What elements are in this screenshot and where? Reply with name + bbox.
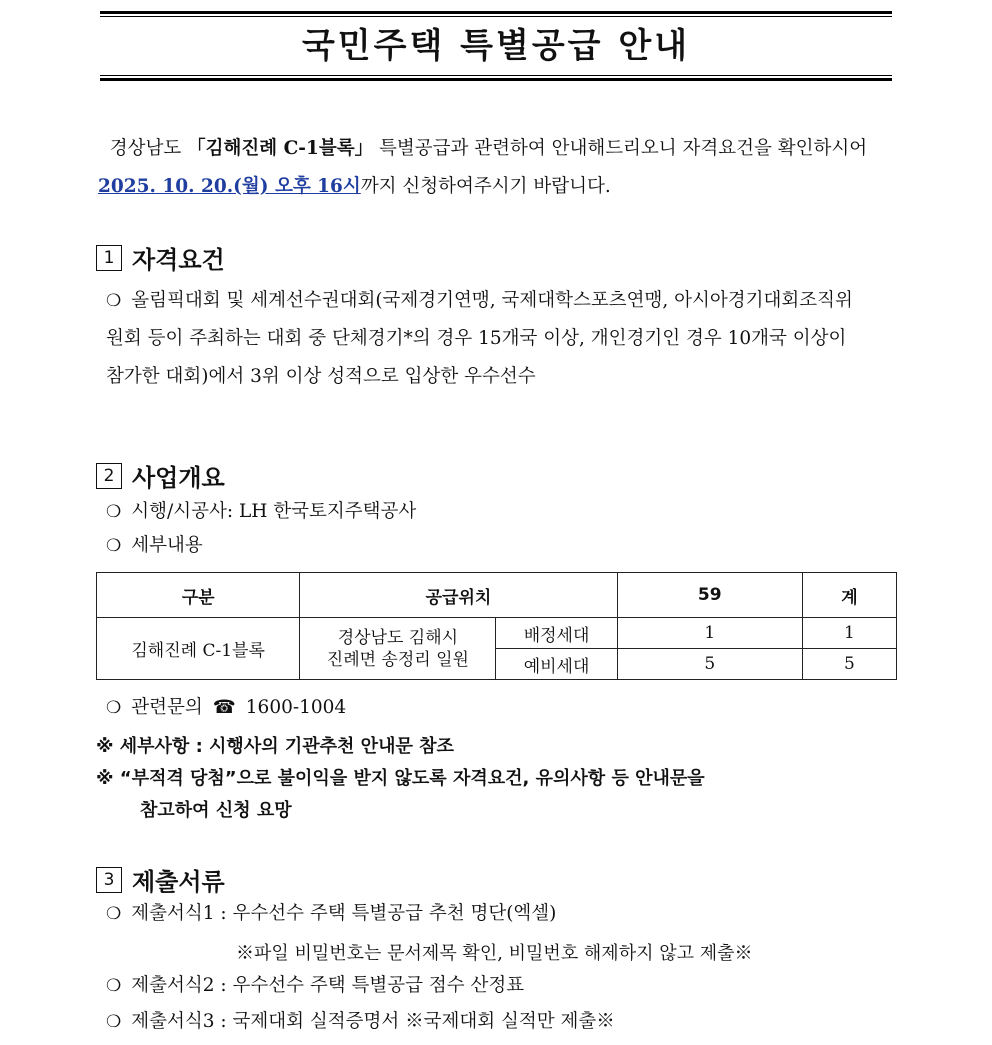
details-item: ❍ 세부내용	[106, 528, 203, 564]
table-cell-project: 김해진례 C-1블록	[97, 618, 300, 680]
table-header: 공급위치	[300, 573, 617, 618]
qualification-text: ❍ 올림픽대회 및 세계선수권대회(국제경기연맹, 국제대학스포츠연맹, 아시아경기대회조직위원회 등이 주최하는 대회 중 단체경기*의 경우 15개국 이상, 개인경기인 경우 10개국 이상이 참가한 대회)에서 3위 이상 성적으로 입상한 우수선수	[106, 290, 853, 387]
table-cell-total: 5	[802, 649, 896, 680]
table-cell-count: 5	[617, 649, 802, 680]
project-name: 「김해진례 C-1블록」	[187, 138, 374, 159]
document-item: ❍ 제출서식3 : 국제대회 실적증명서 ※국제대회 실적만 제출※	[106, 1004, 615, 1040]
table-header: 59	[617, 573, 802, 618]
section-title: 제출서류	[132, 868, 225, 896]
document-item: ❍ 제출서식1 : 우수선수 주택 특별공급 추천 명단(엑셀)	[106, 896, 556, 932]
deadline: 2025. 10. 20.(월) 오후 16시	[98, 176, 361, 197]
supply-table	[96, 572, 897, 680]
section-number-box: 3	[96, 867, 122, 893]
page-title: 국민주택 특별공급 안내	[301, 26, 691, 66]
bullet-circle-icon: ❍	[106, 698, 122, 718]
section-heading-documents	[96, 862, 225, 897]
table-cell-type: 배정세대	[496, 618, 617, 649]
password-note: ※파일 비밀번호는 문서제목 확인, 비밀번호 해제하지 않고 제출※	[236, 943, 753, 964]
builder-item: ❍ 시행/시공사: LH 한국토지주택공사	[106, 494, 416, 530]
section-heading-qualifications	[96, 240, 225, 275]
contact-item: ❍ 관련문의 ☎ 1600-1004	[106, 690, 346, 726]
section-number-box: 1	[96, 245, 122, 271]
table-header-row	[97, 573, 897, 618]
bullet-circle-icon: ❍	[106, 502, 122, 522]
phone-icon: ☎	[212, 697, 236, 718]
table-cell-type: 예비세대	[496, 649, 617, 680]
bullet-circle-icon: ❍	[106, 291, 122, 311]
table-header: 계	[802, 573, 896, 618]
bullet-circle-icon: ❍	[106, 904, 122, 924]
bullet-circle-icon: ❍	[106, 976, 122, 996]
note-details: ※ 세부사항 : 시행사의 기관추천 안내문 참조	[96, 736, 454, 757]
bullet-circle-icon: ❍	[106, 1012, 122, 1032]
document-item: ❍ 제출서식2 : 우수선수 주택 특별공급 점수 산정표	[106, 968, 524, 1004]
section-title: 사업개요	[132, 464, 225, 492]
intro-paragraph: 경상남도 「김해진례 C-1블록」 특별공급과 관련하여 안내해드리오니 자격요건을 확인하시어 2025. 10. 20.(월) 오후 16시까지 신청하여주시기 바랍니다.	[98, 138, 868, 197]
table-cell-total: 1	[802, 618, 896, 649]
section-heading-overview	[96, 458, 225, 493]
bullet-circle-icon: ❍	[106, 536, 122, 556]
title-top-rule-thick	[100, 11, 892, 14]
section-number-box: 2	[96, 463, 122, 489]
table-cell-count: 1	[617, 618, 802, 649]
title-top-rule-thin	[100, 16, 892, 17]
contact-number: 1600-1004	[245, 697, 347, 718]
table-cell-location: 경상남도 김해시 진례면 송정리 일원	[300, 618, 496, 680]
table-header: 구분	[97, 573, 300, 618]
section-title: 자격요건	[132, 246, 225, 274]
table-row	[97, 618, 897, 649]
note-warning: ※ “부적격 당첨”으로 불이익을 받지 않도록 자격요건, 유의사항 등 안내문을 참고하여 신청 요망	[96, 768, 705, 821]
title-bottom-rule-thick	[100, 78, 892, 81]
title-bottom-rule-thin	[100, 75, 892, 76]
